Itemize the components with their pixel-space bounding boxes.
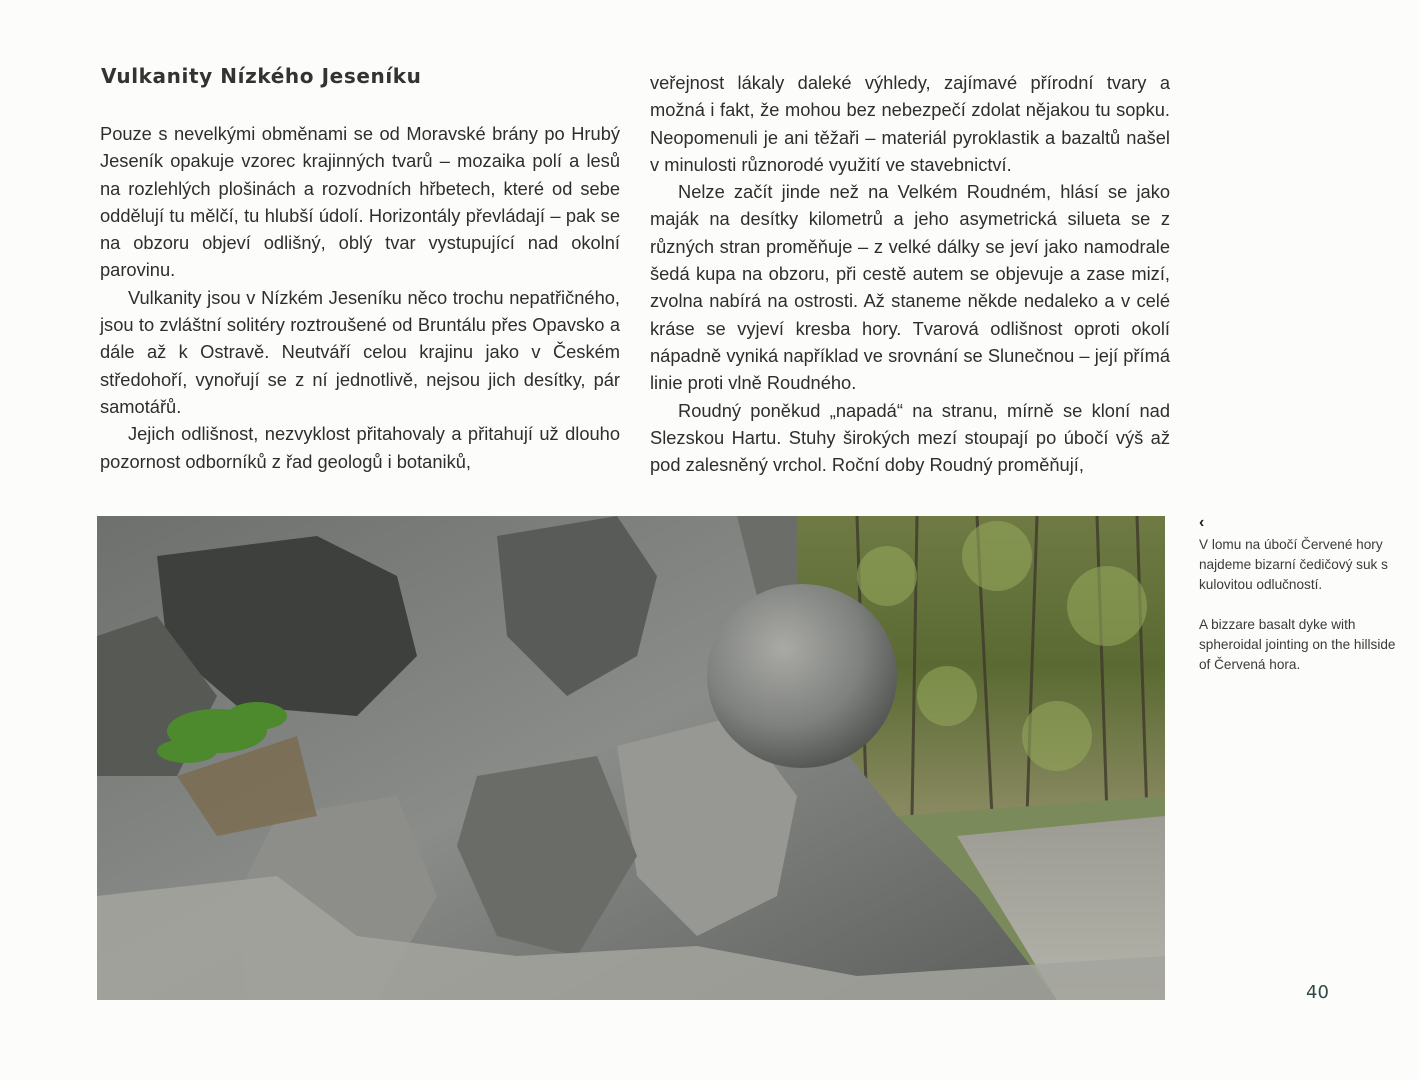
text-column-right [650,69,1170,478]
page-number: 40 [1306,982,1329,1003]
paragraph: veřejnost lákaly daleké výhledy, zajímavé přírodní tvary a možná i fakt, že mohou bez nebezpečí zdolat nějakou tu sopku. Neopomenuli je ani těžaři – materiál pyroklastik a bazaltů našel v minulosti různorodé využití ve stavebnictví. [650,72,1170,175]
section-heading: Vulkanity Nízkého Jeseníku [101,64,422,88]
arrow-left-icon: ‹ [1199,514,1205,531]
photo-caption [1199,515,1399,695]
text-column-left [100,120,620,475]
basalt-rock-photo [97,516,1165,1000]
paragraph: Pouze s nevelkými obměnami se od Moravské brány po Hrubý Jeseník opakuje vzorec krajinných tvarů – mozaika polí a lesů na rozlehlých plošinách a rozvodních hřbetech, které od sebe oddělují tu mělčí, tu hlubší údolí. Horizontály převládají – pak se na obzoru objeví odlišný, oblý tvar vystupující nad okolní parovinu. [100,123,620,281]
paragraph: Roudný poněkud „napadá“ na stranu, mírně se kloní nad Slezskou Hartu. Stuhy širokých mezí stoupají po úbočí výš až pod zalesněný vrchol. Roční doby Roudný proměňují, [650,399,1170,476]
paragraph: Nelze začít jinde než na Velkém Roudném, hlásí se jako maják na desítky kilometrů a jeho asymetrická silueta se z různých stran proměňuje – z velké dálky se jeví jako namodrale šedá kupa na obzoru, při cestě autem se objevuje a zase mizí, zvolna nabírá na ostrosti. Až staneme někde nedaleko a v celé kráse se vyjeví kresba hory. Tvarová odlišnost oproti okolí nápadně vyniká například ve srovnání se Slunečnou – její přímá linie proti vlně Roudného. [650,181,1170,394]
caption-czech: V lomu na úbočí Červené hory najdeme bizarní čedičový suk s kulovitou odlučností. [1199,537,1388,592]
caption-english: A bizzare basalt dyke with spheroidal jointing on the hillside of Červená hora. [1199,617,1396,672]
paragraph: Vulkanity jsou v Nízkém Jeseníku něco trochu nepatřičného, jsou to zvláštní solitéry roztroušené od Bruntálu přes Opavsko a dále až k Ostravě. Neutváří celou krajinu jako v Českém středohoří, vynořují se z ní jednotlivě, nejsou jich desítky, pár samotářů. [100,286,620,417]
photo-illustration [97,516,1165,1000]
paragraph: Jejich odlišnost, nezvyklost přitahovaly a přitahují už dlouho pozornost odborníků z řad geologů i botaniků, [100,423,620,472]
